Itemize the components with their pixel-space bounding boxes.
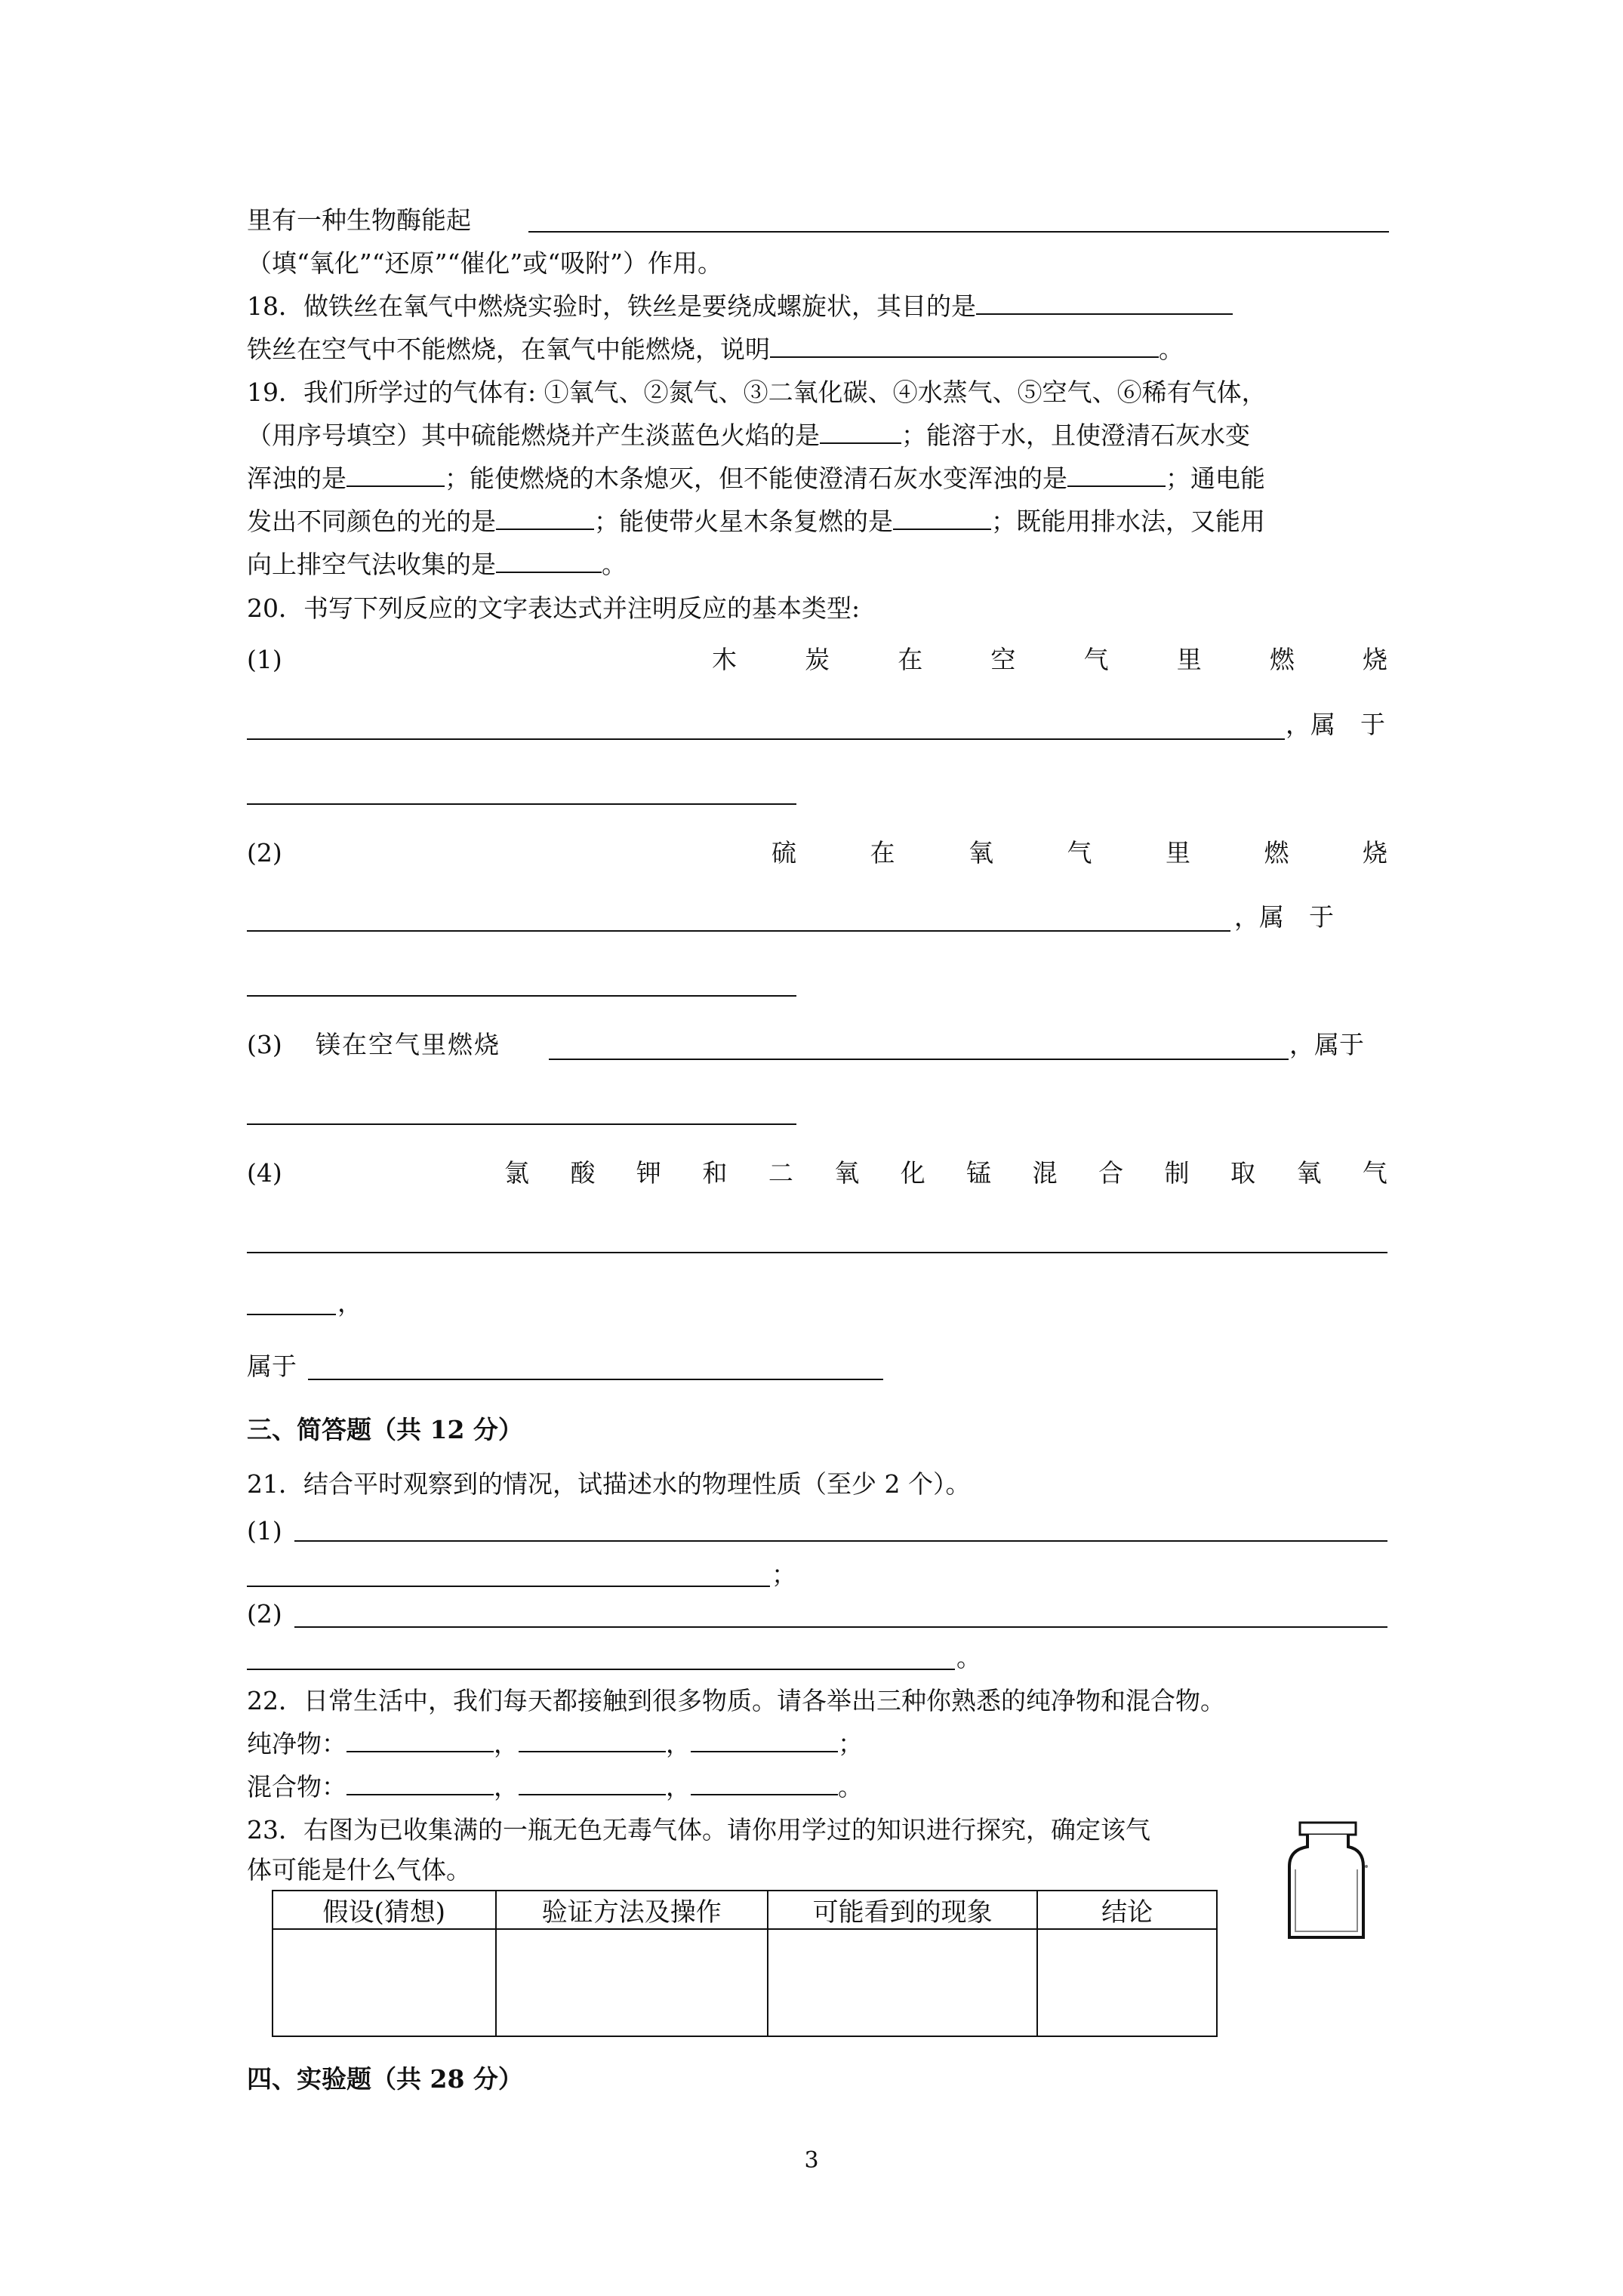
- q23-line2: 体可能是什么气体。: [247, 1855, 471, 1885]
- q19-blank-sulfur[interactable]: [820, 423, 901, 444]
- table-header-method: 验证方法及操作: [496, 1891, 768, 1929]
- q21-blank1[interactable]: [294, 1540, 1387, 1542]
- hypothesis-cell[interactable]: [273, 1929, 496, 2036]
- q23-answer-table: [272, 1890, 1218, 2037]
- q19-line5: 向上排空气法收集的是 。: [247, 550, 627, 579]
- q22-pure-line: 纯净物： ， ， ；: [247, 1729, 863, 1758]
- q18-line2: 铁丝在空气中不能燃烧，在氧气中能燃烧，说明 。: [247, 334, 1184, 364]
- q20-p1-text: 木 炭 在 空 气 里 燃 烧: [712, 645, 1387, 674]
- table-header-hypothesis: 假设(猜想): [273, 1891, 496, 1929]
- gas-bottle-icon: [1283, 1820, 1374, 1944]
- q22-mix-line: 混合物： ， ， 。: [247, 1772, 863, 1801]
- q20-p2-type-blank[interactable]: [247, 995, 796, 997]
- q20-p4-equation-blank[interactable]: [247, 1252, 1387, 1253]
- q21-title: 21．结合平时观察到的情况，试描述水的物理性质（至少 2 个）。: [247, 1469, 971, 1499]
- q20-p4-equation-blank-cont[interactable]: [247, 1314, 336, 1315]
- q22-pure-blank2[interactable]: [519, 1731, 666, 1752]
- section-4-heading: 四、实验题（共 28 分）: [247, 2064, 523, 2094]
- q22-pure-blank1[interactable]: [346, 1731, 494, 1752]
- q20-p2-belong: ，属 于: [1234, 902, 1334, 932]
- q22-mix-blank1[interactable]: [346, 1774, 494, 1795]
- q19-line4: 发出不同颜色的光的是 ；能使带火星木条复燃的是 ；既能用排水法，又能用: [247, 507, 1265, 536]
- q18-blank2[interactable]: [770, 337, 1159, 358]
- q20-p4-num: (4): [247, 1158, 282, 1188]
- q18-blank1[interactable]: [976, 294, 1233, 315]
- q22-title: 22．日常生活中，我们每天都接触到很多物质。请各举出三种你熟悉的纯净物和混合物。: [247, 1686, 1225, 1715]
- q18-line1: 18．做铁丝在氧气中燃烧实验时，铁丝是要绕成螺旋状，其目的是: [247, 288, 1233, 325]
- q19-line3: 浑浊的是 ；能使燃烧的木条熄灭，但不能使澄清石灰水变浑浊的是 ；通电能: [247, 464, 1265, 493]
- q19-line1: 19．我们所学过的气体有: ①氧气、②氮气、③二氧化碳、④水蒸气、⑤空气、⑥稀有气体，: [247, 378, 1267, 407]
- q20-title: 20．书写下列反应的文字表达式并注明反应的基本类型:: [247, 593, 861, 623]
- q19-blank-o2[interactable]: [893, 509, 991, 530]
- q22-pure-blank3[interactable]: [691, 1731, 838, 1752]
- table-header-phenomenon: 可能看到的现象: [768, 1891, 1037, 1929]
- q19-blank-n2[interactable]: [1067, 466, 1166, 487]
- q20-p4-text: 氯 酸 钾 和 二 氧 化 锰 混 合 制 取 氧 气: [504, 1158, 1387, 1188]
- page-number: 3: [804, 2147, 819, 2174]
- q20-p3-type-blank[interactable]: [247, 1123, 796, 1125]
- q17-blank[interactable]: [528, 231, 1389, 233]
- table-header-conclusion: 结论: [1037, 1891, 1217, 1929]
- q20-p2-num: (2): [247, 838, 282, 868]
- q21-end1: ；: [771, 1560, 796, 1589]
- section-3-heading: 三、简答题（共 12 分）: [247, 1415, 523, 1444]
- q20-p2-text: 硫 在 氧 气 里 燃 烧: [771, 838, 1387, 868]
- q21-n1: (1): [247, 1516, 282, 1546]
- q20-p3-equation-blank[interactable]: [549, 1059, 1289, 1060]
- phenomenon-cell[interactable]: [768, 1929, 1037, 2036]
- q21-blank2[interactable]: [294, 1626, 1387, 1628]
- conclusion-cell[interactable]: [1037, 1929, 1217, 2036]
- q20-p3-belong: ，属于: [1289, 1030, 1364, 1059]
- q21-blank1-cont[interactable]: [247, 1586, 770, 1587]
- q19-line2: （用序号填空）其中硫能燃烧并产生淡蓝色火焰的是 ；能溶于水，且使澄清石灰水变: [247, 421, 1250, 450]
- q20-p3-num: (3): [247, 1030, 282, 1059]
- q19-blank-noble[interactable]: [496, 509, 594, 530]
- q21-end2: 。: [956, 1643, 981, 1672]
- q20-p1-equation-blank[interactable]: [247, 738, 1285, 740]
- q20-p1-type-blank[interactable]: [247, 803, 796, 805]
- q21-n2: (2): [247, 1599, 282, 1629]
- q20-p1-num: (1): [247, 645, 282, 674]
- q17-fill-hint: （填“氧化”“还原”“催化”或“吸附”）作用。: [247, 248, 722, 278]
- q19-blank-both[interactable]: [496, 552, 602, 573]
- q22-mix-blank3[interactable]: [691, 1774, 838, 1795]
- q20-p4-shu: 属于: [247, 1351, 297, 1381]
- q20-p1-belong: ，属 于: [1286, 710, 1385, 739]
- q17-cont: 里有一种生物酶能起: [247, 205, 471, 235]
- q20-p4-type-blank[interactable]: [308, 1379, 883, 1380]
- q19-blank-co2[interactable]: [346, 466, 445, 487]
- q20-p3-text: 镁在空气里燃烧: [316, 1030, 500, 1059]
- q21-blank2-cont[interactable]: [247, 1669, 955, 1670]
- method-cell[interactable]: [496, 1929, 768, 2036]
- q23-line1: 23．右图为已收集满的一瓶无色无毒气体。请你用学过的知识进行探究，确定该气: [247, 1815, 1150, 1845]
- q20-p4-comma: ，: [337, 1288, 362, 1318]
- q22-mix-blank2[interactable]: [519, 1774, 666, 1795]
- q20-p2-equation-blank[interactable]: [247, 930, 1230, 932]
